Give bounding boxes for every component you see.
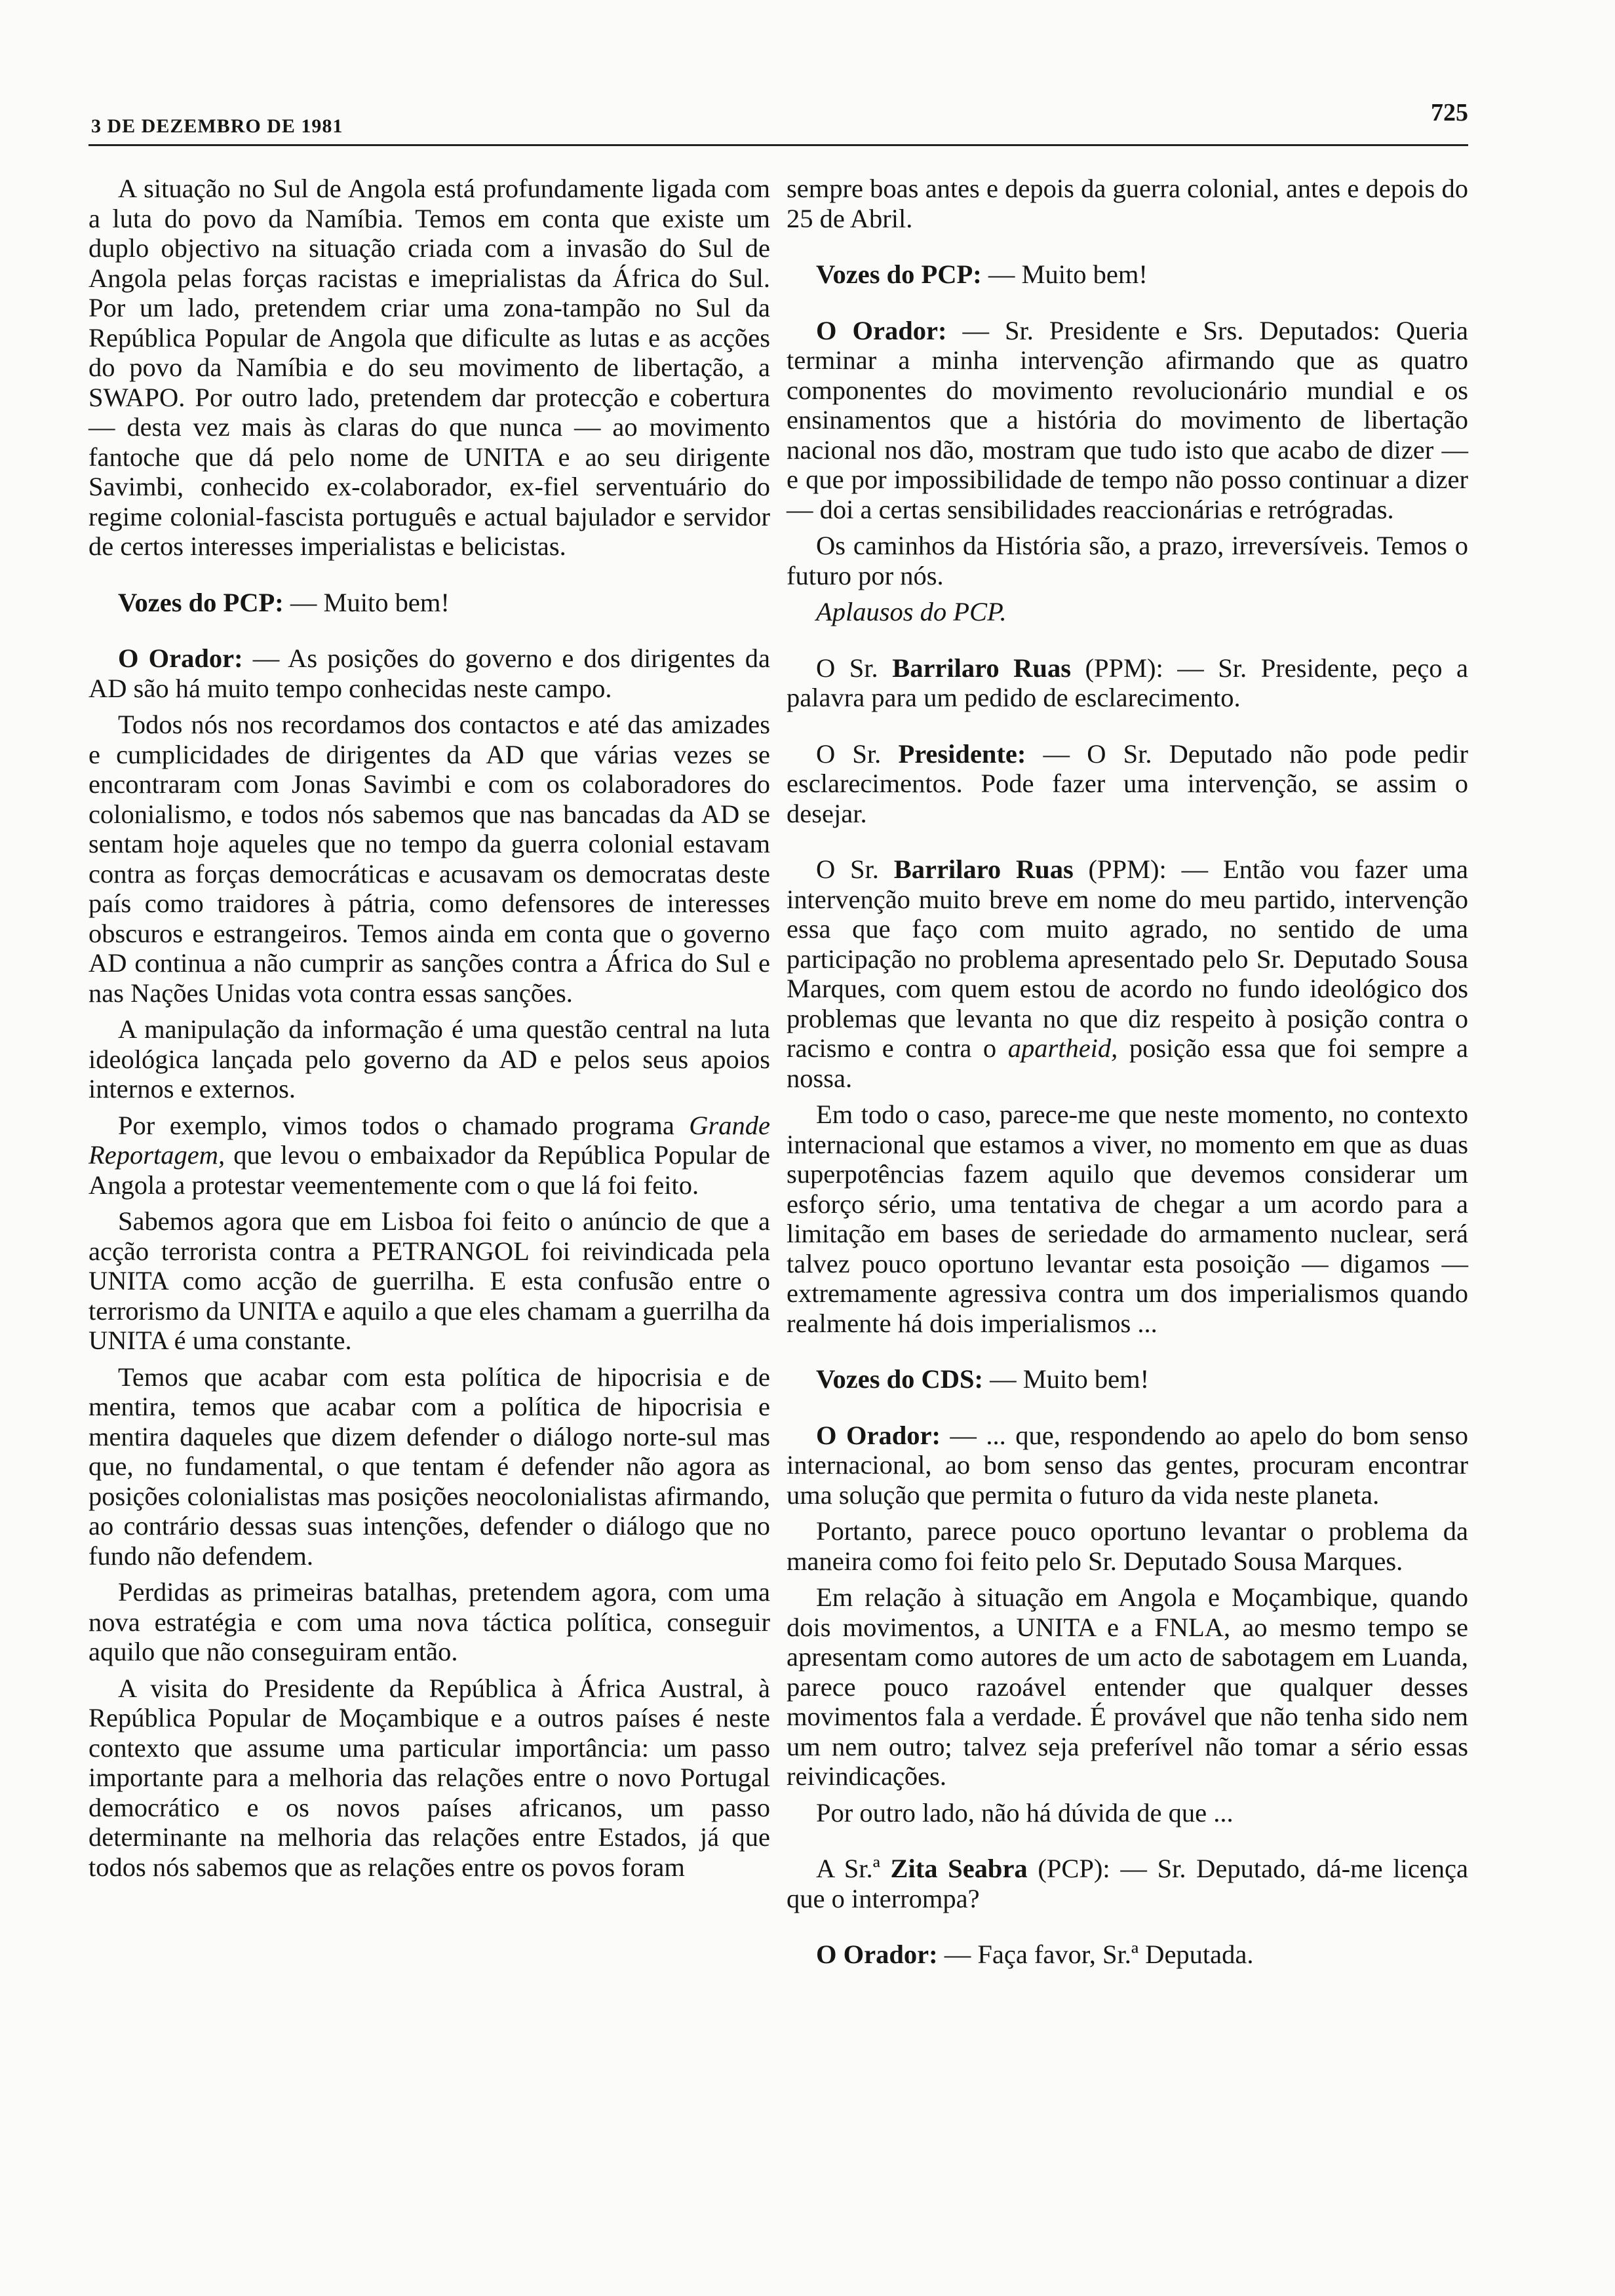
speaker-name: O Orador: bbox=[816, 315, 947, 345]
speaker-line: Vozes do CDS: — Muito bem! bbox=[816, 1364, 1150, 1394]
speaker-line: Vozes do PCP: — Muito bem! bbox=[118, 587, 450, 617]
speaker-line: O Sr. Presidente: — O Sr. Deputado não pode pedir esclarecimentos. Pode fazer uma intervenção, se assim o desejar. bbox=[787, 738, 1468, 828]
speaker-name: O Orador: bbox=[816, 1940, 938, 1969]
speaker-line: O Orador: — Sr. Presidente e Srs. Deputados: Queria terminar a minha intervenção afirmando que as quatro componentes do movimento revolucionário mundial e os ensinamentos que a história do movimento de libertação nacional nos dão, mostram que tudo isto que acabo de dizer — e que por impossibilidade de tempo não posso continuar a dizer — doi a certas sensibilidades reaccionárias e retrógradas. bbox=[787, 315, 1469, 524]
stage-direction: Aplausos do PCP. bbox=[816, 597, 1007, 626]
paragraph: Em relação à situação em Angola e Moçambique, quando dois movimentos, a UNITA e a FNLA, ao mesmo tempo se apresentam como autores de um acto de sabotagem em Luanda, parece pouco razoável entender que qualquer desses movimentos fala a verdade. É provável que não tenha sido nem um nem outro; talvez seja preferível não tomar a sério essas reivindicações. bbox=[787, 1582, 1468, 1791]
left-column bbox=[88, 174, 770, 1882]
page-header bbox=[88, 98, 1468, 146]
speaker-name: Vozes do CDS: bbox=[816, 1364, 984, 1394]
speaker-line: O Sr. Barrilaro Ruas (PPM): — Então vou fazer uma intervenção muito breve em nome do meu partido, intervenção essa que faço com muito agrado, no sentido de uma participação no problema apresentado pelo Sr. Deputado Sousa Marques, com quem estou de acordo no fundo ideológico dos problemas que levanta no que diz respeito à posição contra o racismo e contra o apartheid, posição essa que foi sempre a nossa. bbox=[787, 854, 1469, 1093]
speaker-name: O Orador: bbox=[816, 1420, 941, 1450]
paragraph: Em todo o caso, parece-me que neste momento, no contexto internacional que estamos a viver, no momento em que as duas superpotências fazem aquilo que devemos considerar um esforço sério, uma tentativa de chegar a um acordo para a limitação em bases de seriedade do armamento nuclear, será talvez pouco oportuno levantar esta posoição — digamos — extremamente agressiva contra um dos imperialismos quando realmente há dois imperialismos ... bbox=[787, 1100, 1468, 1338]
right-column bbox=[787, 174, 1468, 1970]
speaker-name: O Orador: bbox=[118, 643, 243, 673]
speaker-name: Barrilaro Ruas bbox=[892, 653, 1071, 683]
speaker-line: O Orador: — ... que, respondendo ao apelo do bom senso internacional, ao bom senso das gentes, procuram encontrar uma solução que permita o futuro da vida neste planeta. bbox=[787, 1420, 1468, 1510]
speaker-name: Barrilaro Ruas bbox=[893, 854, 1074, 884]
speaker-line: O Orador: — Faça favor, Sr.ª Deputada. bbox=[816, 1940, 1254, 1969]
paragraph: Por outro lado, não há dúvida de que ... bbox=[816, 1797, 1234, 1827]
program-title: Grande Reportagem, bbox=[88, 1110, 770, 1170]
paragraph: Todos nós nos recordamos dos contactos e até das amizades e cumplicidades de dirigentes da AD que várias vezes se encontraram com Jonas Savimbi e com os colaboradores do colonialismo, e todos nós sabemos que nas bancadas da AD se sentam hoje aqueles que no tempo da guerra colonial estavam contra as forças democráticas e acusavam os democratas deste país como traidores à pátria, como defensores de interesses obscuros e estrangeiros. Temos ainda em conta que o governo AD continua a não cumprir as sanções contra a África do Sul e nas Nações Unidas vota contra essas sanções. bbox=[88, 710, 770, 1008]
speaker-name: Presidente: bbox=[898, 738, 1026, 769]
page-number: 725 bbox=[1431, 99, 1468, 126]
italic-term: apartheid, bbox=[1007, 1033, 1118, 1063]
header-date: 3 DE DEZEMBRO DE 1981 bbox=[91, 115, 343, 137]
paragraph: Temos que acabar com esta política de hipocrisia e de mentira, temos que acabar com a política de hipocrisia e mentira daqueles que dizem defender o diálogo norte-sul mas que, no fundamental, o que tentam é defender não agora as posições colonialistas mas posições neocolonialistas afirmando, ao contrário dessas suas intenções, defender o diálogo que no fundo não defendem. bbox=[88, 1362, 770, 1571]
paragraph: Por exemplo, vimos todos o chamado programa Grande Reportagem, que levou o embaixador da República Popular de Angola a protestar veementemente com o que lá foi feito. bbox=[88, 1110, 770, 1200]
speaker-name: Vozes do PCP: bbox=[816, 259, 982, 289]
speaker-name: Zita Seabra bbox=[890, 1854, 1028, 1883]
paragraph: Perdidas as primeiras batalhas, pretendem agora, com uma nova estratégia e com uma nova táctica política, conseguir aquilo que não conseguiram então. bbox=[88, 1577, 770, 1666]
speaker-name: Vozes do PCP: bbox=[118, 587, 284, 617]
paragraph: A manipulação da informação é uma questão central na luta ideológica lançada pelo governo da AD e pelos seus apoios internos e externos. bbox=[88, 1014, 770, 1103]
speaker-line: A Sr.ª Zita Seabra (PCP): — Sr. Deputado, dá-me licença que o interrompa? bbox=[787, 1854, 1468, 1913]
speaker-line: O Orador: — As posições do governo e dos dirigentes da AD são há muito tempo conhecidas neste campo. bbox=[88, 643, 770, 703]
paragraph: Portanto, parece pouco oportuno levantar o problema da maneira como foi feito pelo Sr. Deputado Sousa Marques. bbox=[787, 1516, 1468, 1576]
paragraph: A visita do Presidente da República à África Austral, à República Popular de Moçambique e a outros países é neste contexto que assume uma particular importância: um passo importante para a melhoria das relações entre o novo Portugal democrático e os novos países africanos, um passo determinante na melhoria das relações entre Estados, já que todos nós sabemos que as relações entre os povos foram bbox=[88, 1673, 770, 1882]
speaker-line: O Sr. Barrilaro Ruas (PPM): — Sr. Presidente, peço a palavra para um pedido de esclarecimento. bbox=[787, 653, 1468, 712]
paragraph: sempre boas antes e depois da guerra colonial, antes e depois do 25 de Abril. bbox=[787, 174, 1468, 233]
speaker-line: Vozes do PCP: — Muito bem! bbox=[816, 259, 1148, 289]
paragraph: A situação no Sul de Angola está profundamente ligada com a luta do povo da Namíbia. Temos em conta que existe um duplo objectivo na situação criada com a invasão do Sul de Angola pelas forças racistas e imeprialistas da África do Sul. Por um lado, pretendem criar uma zona-tampão no Sul da República Popular de Angola que dificulte as lutas e as acções do povo da Namíbia e do seu movimento de libertação, a SWAPO. Por outro lado, pretendem dar protecção e cobertura — desta vez mais às claras do que nunca — ao movimento fantoche que dá pelo nome de UNITA e ao seu dirigente Savimbi, conhecido ex-colaborador, ex-fiel serventuário do regime colonial-fascista português e actual bajulador e servidor de certos interesses imperialistas e belicistas. bbox=[88, 174, 770, 561]
paragraph: Os caminhos da História são, a prazo, irreversíveis. Temos o futuro por nós. bbox=[787, 531, 1468, 590]
paragraph: Sabemos agora que em Lisboa foi feito o anúncio de que a acção terrorista contra a PETRANGOL foi reivindicada pela UNITA como acção de guerrilha. E esta confusão entre o terrorismo da UNITA e aquilo a que eles chamam a guerrilha da UNITA é uma constante. bbox=[88, 1206, 770, 1355]
